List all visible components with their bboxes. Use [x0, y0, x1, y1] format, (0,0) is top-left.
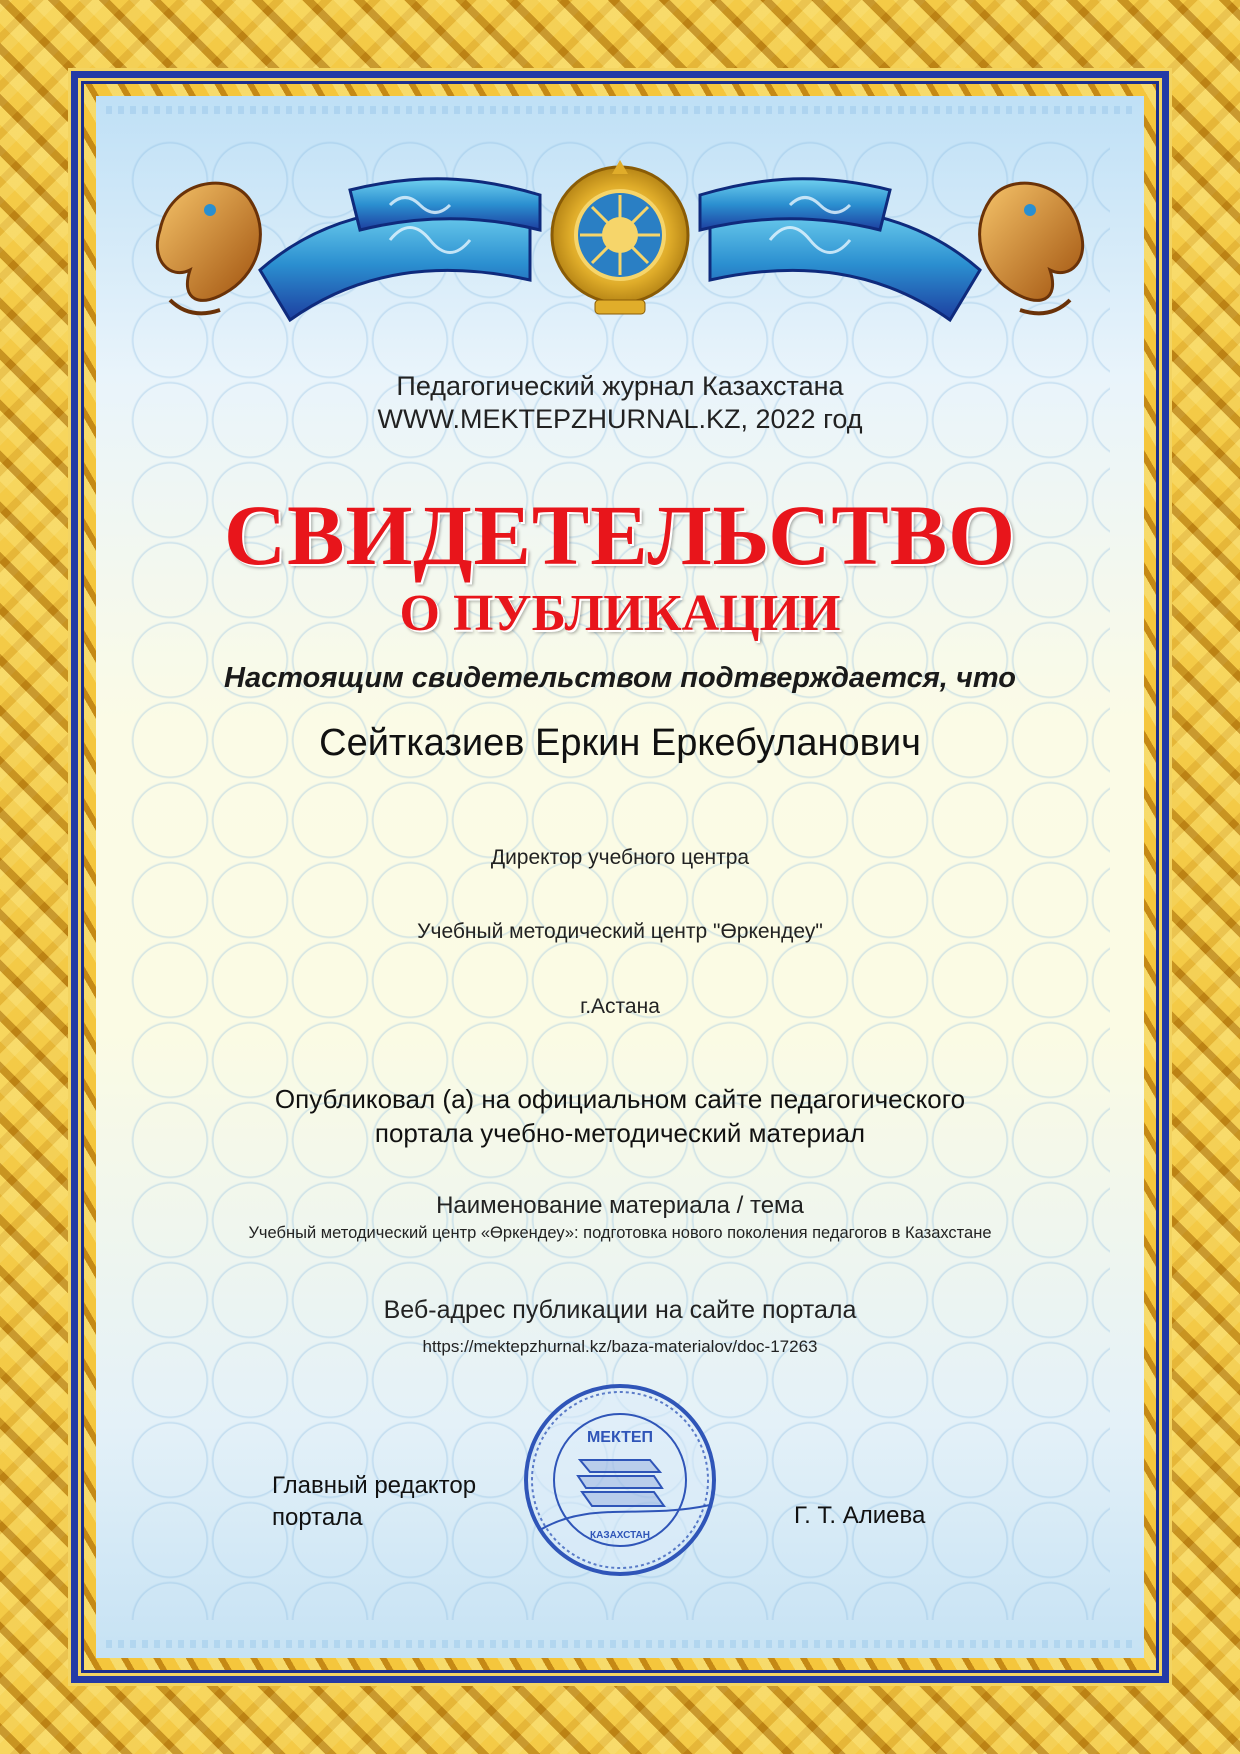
certificate-subtitle: О ПУБЛИКАЦИИ [399, 585, 841, 642]
stamp-bottom-text: КАЗАХСТАН [590, 1530, 650, 1541]
meander-border-bottom [106, 1640, 1134, 1648]
snow-leopard-left-icon [157, 183, 260, 313]
publication-statement [0, 1082, 1240, 1150]
certificate-title: СВИДЕТЕЛЬСТВО [224, 487, 1016, 583]
confirmation-text: Настоящим свидетельством подтверждается, что [224, 662, 1016, 694]
journal-site-year: WWW.MEKTEPZHURNAL.KZ, 2022 год [377, 404, 863, 434]
recipient-organization: Учебный методический центр "Өркендеу" [417, 920, 823, 943]
stamp-center-text: МЕКТЕП [586, 1429, 654, 1446]
official-stamp [520, 1380, 720, 1580]
books-icon [578, 1460, 664, 1506]
state-emblem-banner [140, 160, 1100, 350]
recipient-city: г.Астана [580, 995, 660, 1018]
snow-leopard-right-icon [980, 183, 1083, 313]
journal-header [0, 370, 1240, 436]
publication-statement-line2: портала учебно-методический материал [374, 1118, 866, 1148]
meander-border-top [106, 106, 1134, 114]
recipient-position: Директор учебного центра [490, 846, 750, 869]
editor-title-line2: портала [272, 1504, 363, 1531]
journal-name: Педагогический журнал Казахстана [396, 371, 844, 401]
material-name: Учебный методический центр «Өркендеу»: подготовка нового поколения педагогов в Казахстане [248, 1224, 992, 1242]
recipient-name: Сейтказиев Еркин Еркебуланович [319, 722, 921, 764]
publication-url: https://mektepzhurnal.kz/baza-materialov/doc-17263 [422, 1337, 818, 1356]
editor-title [272, 1470, 476, 1534]
url-heading: Веб-адрес публикации на сайте портала [383, 1296, 857, 1324]
editor-title-line1: Главный редактор [272, 1472, 477, 1499]
publication-statement-line1: Опубликовал (а) на официальном сайте педагогического [274, 1084, 966, 1114]
editor-name: Г. Т. Алиева [794, 1502, 926, 1529]
material-heading: Наименование материала / тема [436, 1192, 804, 1219]
